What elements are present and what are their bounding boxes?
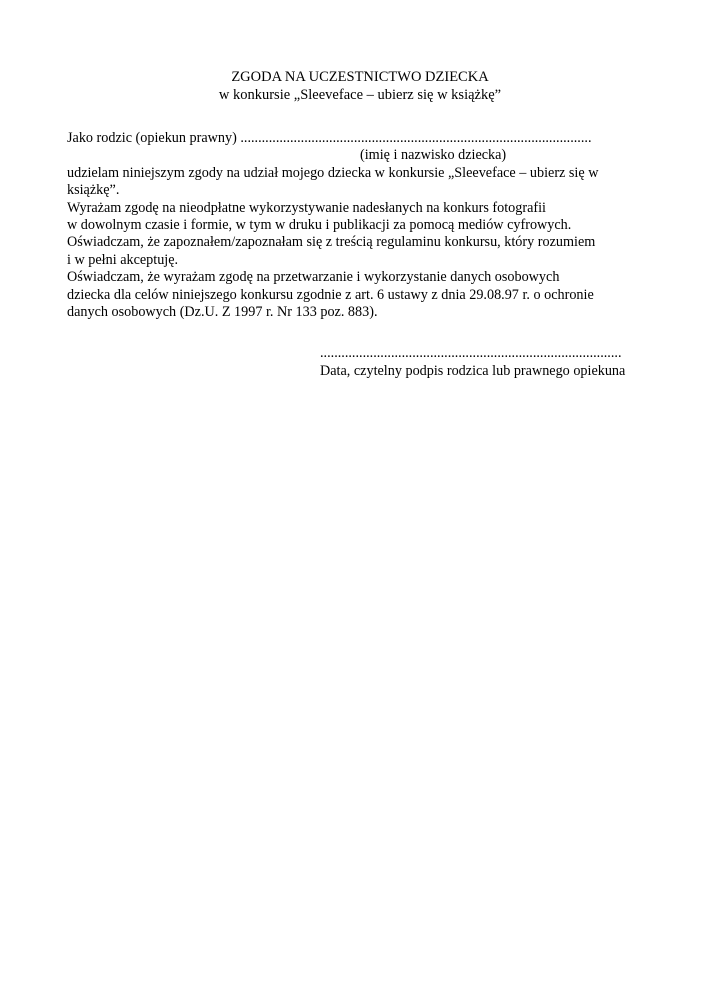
title-block: [0, 68, 708, 104]
data-processing-line: Oświadczam, że wyrażam zgodę na przetwarzanie i wykorzystanie danych osobowych: [67, 269, 560, 286]
photo-usage-line: Wyrażam zgodę na nieodpłatne wykorzystywanie nadesłanych na konkurs fotografii: [67, 199, 546, 216]
consent-paragraph-line: udzielam niniejszym zgody na udział mojego dziecka w konkursie „Sleeveface – ubierz się w: [67, 164, 599, 181]
signature-block: [320, 344, 640, 380]
guardian-name-line: Jako rodzic (opiekun prawny) ...................................................................................................: [67, 130, 592, 146]
document-subtitle: w konkursie „Sleeveface – ubierz się w książkę”: [218, 87, 502, 103]
consent-paragraph-line: książkę”.: [67, 182, 120, 199]
signature-dotted-line: .....................................................................................: [320, 345, 622, 361]
data-processing-line: dziecka dla celów niniejszego konkursu zgodnie z art. 6 ustawy z dnia 29.08.97 r. o ochronie: [67, 286, 594, 303]
signature-caption: Data, czytelny podpis rodzica lub prawnego opiekuna: [320, 363, 626, 379]
document-title: ZGODA NA UCZESTNICTWO DZIECKA: [231, 69, 489, 85]
rules-acceptance-line: Oświadczam, że zapoznałem/zapoznałam się z treścią regulaminu konkursu, który rozumiem: [67, 234, 596, 251]
photo-usage-line: w dowolnym czasie i formie, w tym w druku i publikacji za pomocą mediów cyfrowych.: [67, 217, 572, 234]
child-name-caption: (imię i nazwisko dziecka): [360, 147, 507, 164]
consent-body: [67, 130, 627, 321]
data-processing-line: danych osobowych (Dz.U. Z 1997 r. Nr 133 poz. 883).: [67, 304, 378, 321]
rules-acceptance-line: i w pełni akceptuję.: [67, 251, 179, 268]
